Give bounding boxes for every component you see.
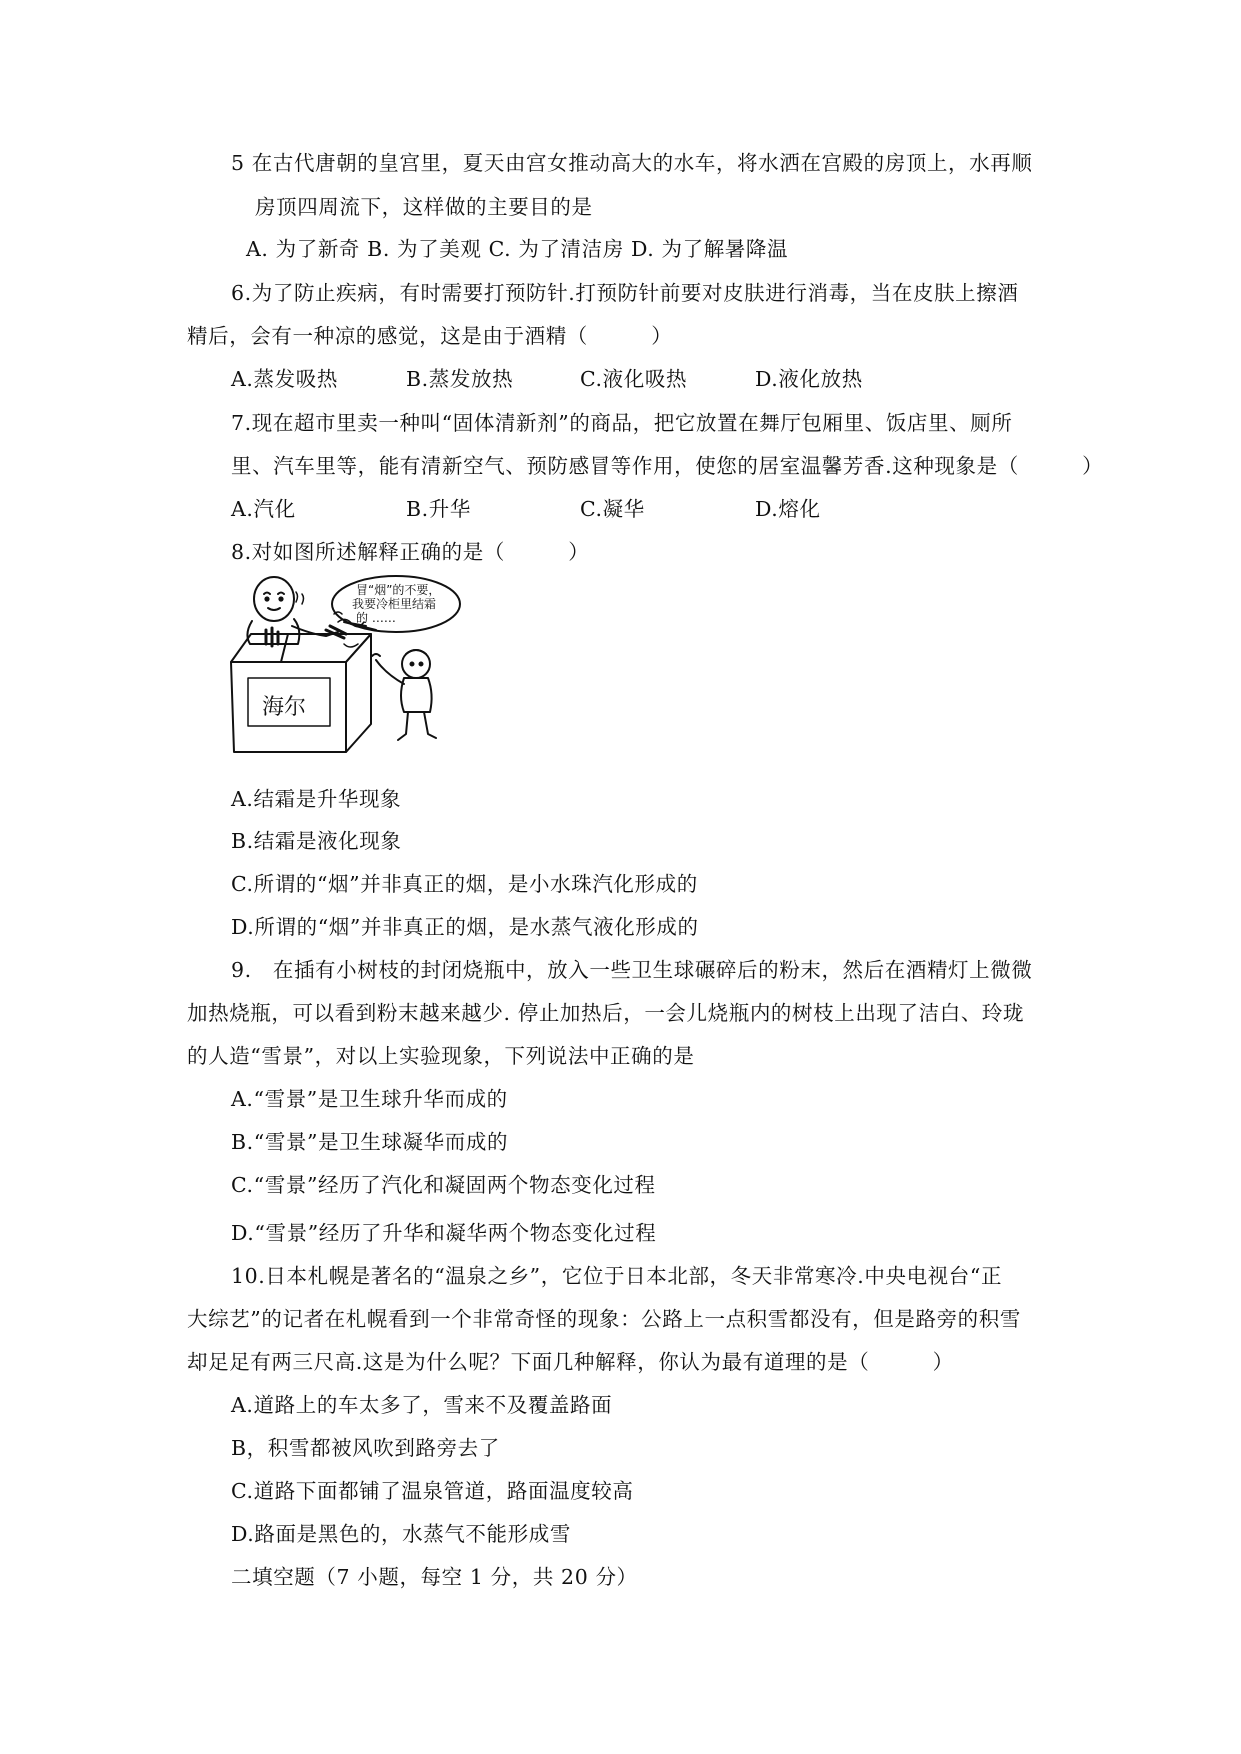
q6-stem-line2: 精后，会有一种凉的感觉，这是由于酒精（ ） — [187, 324, 673, 348]
q6-option-a: A.蒸发吸热 — [231, 367, 338, 391]
boy-body — [401, 678, 432, 712]
q7-option-d: D.熔化 — [755, 497, 821, 521]
bubble-text-line2: 我要冷柜里结霜 — [352, 597, 437, 611]
bubble-text-line3: 的 …… — [356, 611, 396, 625]
q7-option-c: C.凝华 — [580, 497, 645, 521]
q7-option-a: A.汽化 — [231, 497, 296, 521]
q7-stem-line2: 里、汽车里等，能有清新空气、预防感冒等作用，使您的居室温馨芳香.这种现象是（ ） — [231, 454, 1104, 478]
q9-option-b: B.“雪景”是卫生球凝华而成的 — [231, 1130, 509, 1154]
q10-option-b: B，积雪都被风吹到路旁去了 — [231, 1436, 500, 1460]
q8-option-b: B.结霜是液化现象 — [231, 829, 402, 853]
freezer-brand-label: 海尔 — [262, 695, 307, 720]
q10-option-c: C.道路下面都铺了温泉管道，路面温度较高 — [231, 1479, 634, 1503]
bubble-text-line1: 冒“烟”的不要， — [356, 583, 441, 597]
q8-cartoon-figure — [226, 574, 544, 762]
q6-stem-line1: 6.为了防止疾病，有时需要打预防针.打预防针前要对皮肤进行消毒，当在皮肤上擦酒 — [231, 281, 1019, 305]
q10-option-a: A.道路上的车太多了，雪来不及覆盖路面 — [231, 1393, 613, 1417]
q6-option-b: B.蒸发放热 — [406, 367, 514, 391]
boy-arm — [376, 660, 404, 684]
q9-stem-line1: 9. 在插有小树枝的封闭烧瓶中，放入一些卫生球碾碎后的粉末，然后在酒精灯上微微 — [231, 958, 1033, 982]
q9-stem-line2: 加热烧瓶，可以看到粉末越来越少. 停止加热后，一会儿烧瓶内的树枝上出现了洁白、玲珑 — [187, 1001, 1025, 1025]
q6-option-c: C.液化吸热 — [580, 367, 688, 391]
q10-option-d: D.路面是黑色的，水蒸气不能形成雪 — [231, 1522, 571, 1546]
q10-stem-line2: 大综艺”的记者在札幌看到一个非常奇怪的现象：公路上一点积雪都没有，但是路旁的积雪 — [187, 1307, 1021, 1331]
q9-stem-line3: 的人造“雪景”，对以上实验现象，下列说法中正确的是 — [187, 1044, 695, 1068]
q8-option-d: D.所谓的“烟”并非真正的烟，是水蒸气液化形成的 — [231, 915, 699, 939]
q9-option-d: D.“雪景”经历了升华和凝华两个物态变化过程 — [231, 1221, 657, 1245]
section2-title: 二填空题（7 小题，每空 1 分，共 20 分） — [231, 1565, 638, 1589]
q8-option-a: A.结霜是升华现象 — [231, 787, 402, 811]
boy-legs — [398, 712, 436, 740]
q10-stem-line3: 却足足有两三尺高.这是为什么呢？下面几种解释，你认为最有道理的是（ ） — [187, 1350, 954, 1374]
seller-head — [254, 577, 294, 621]
q10-stem-line1: 10.日本札幌是著名的“温泉之乡”，它位于日本北部，冬天非常寒冷.中央电视台“正 — [231, 1264, 1003, 1288]
q5-options: A. 为了新奇 B. 为了美观 C. 为了清洁房 D. 为了解暑降温 — [246, 237, 789, 261]
q8-stem: 8.对如图所述解释正确的是（ ） — [231, 540, 590, 564]
q9-option-a: A.“雪景”是卫生球升华而成的 — [231, 1087, 508, 1111]
q7-stem-line1: 7.现在超市里卖一种叫“固体清新剂”的商品，把它放置在舞厅包厢里、饭店里、厕所 — [231, 411, 1013, 435]
q9-option-c: C.“雪景”经历了汽化和凝固两个物态变化过程 — [231, 1173, 656, 1197]
freezer-side — [346, 634, 371, 752]
q7-option-b: B.升华 — [406, 497, 471, 521]
q5-stem-line1: 5 在古代唐朝的皇宫里，夏天由宫女推动高大的水车，将水洒在宫殿的房顶上，水再顺 — [231, 151, 1033, 175]
q8-option-c: C.所谓的“烟”并非真正的烟，是小水珠汽化形成的 — [231, 872, 698, 896]
q6-option-d: D.液化放热 — [755, 367, 863, 391]
q5-stem-line2: 房顶四周流下，这样做的主要目的是 — [255, 195, 593, 219]
